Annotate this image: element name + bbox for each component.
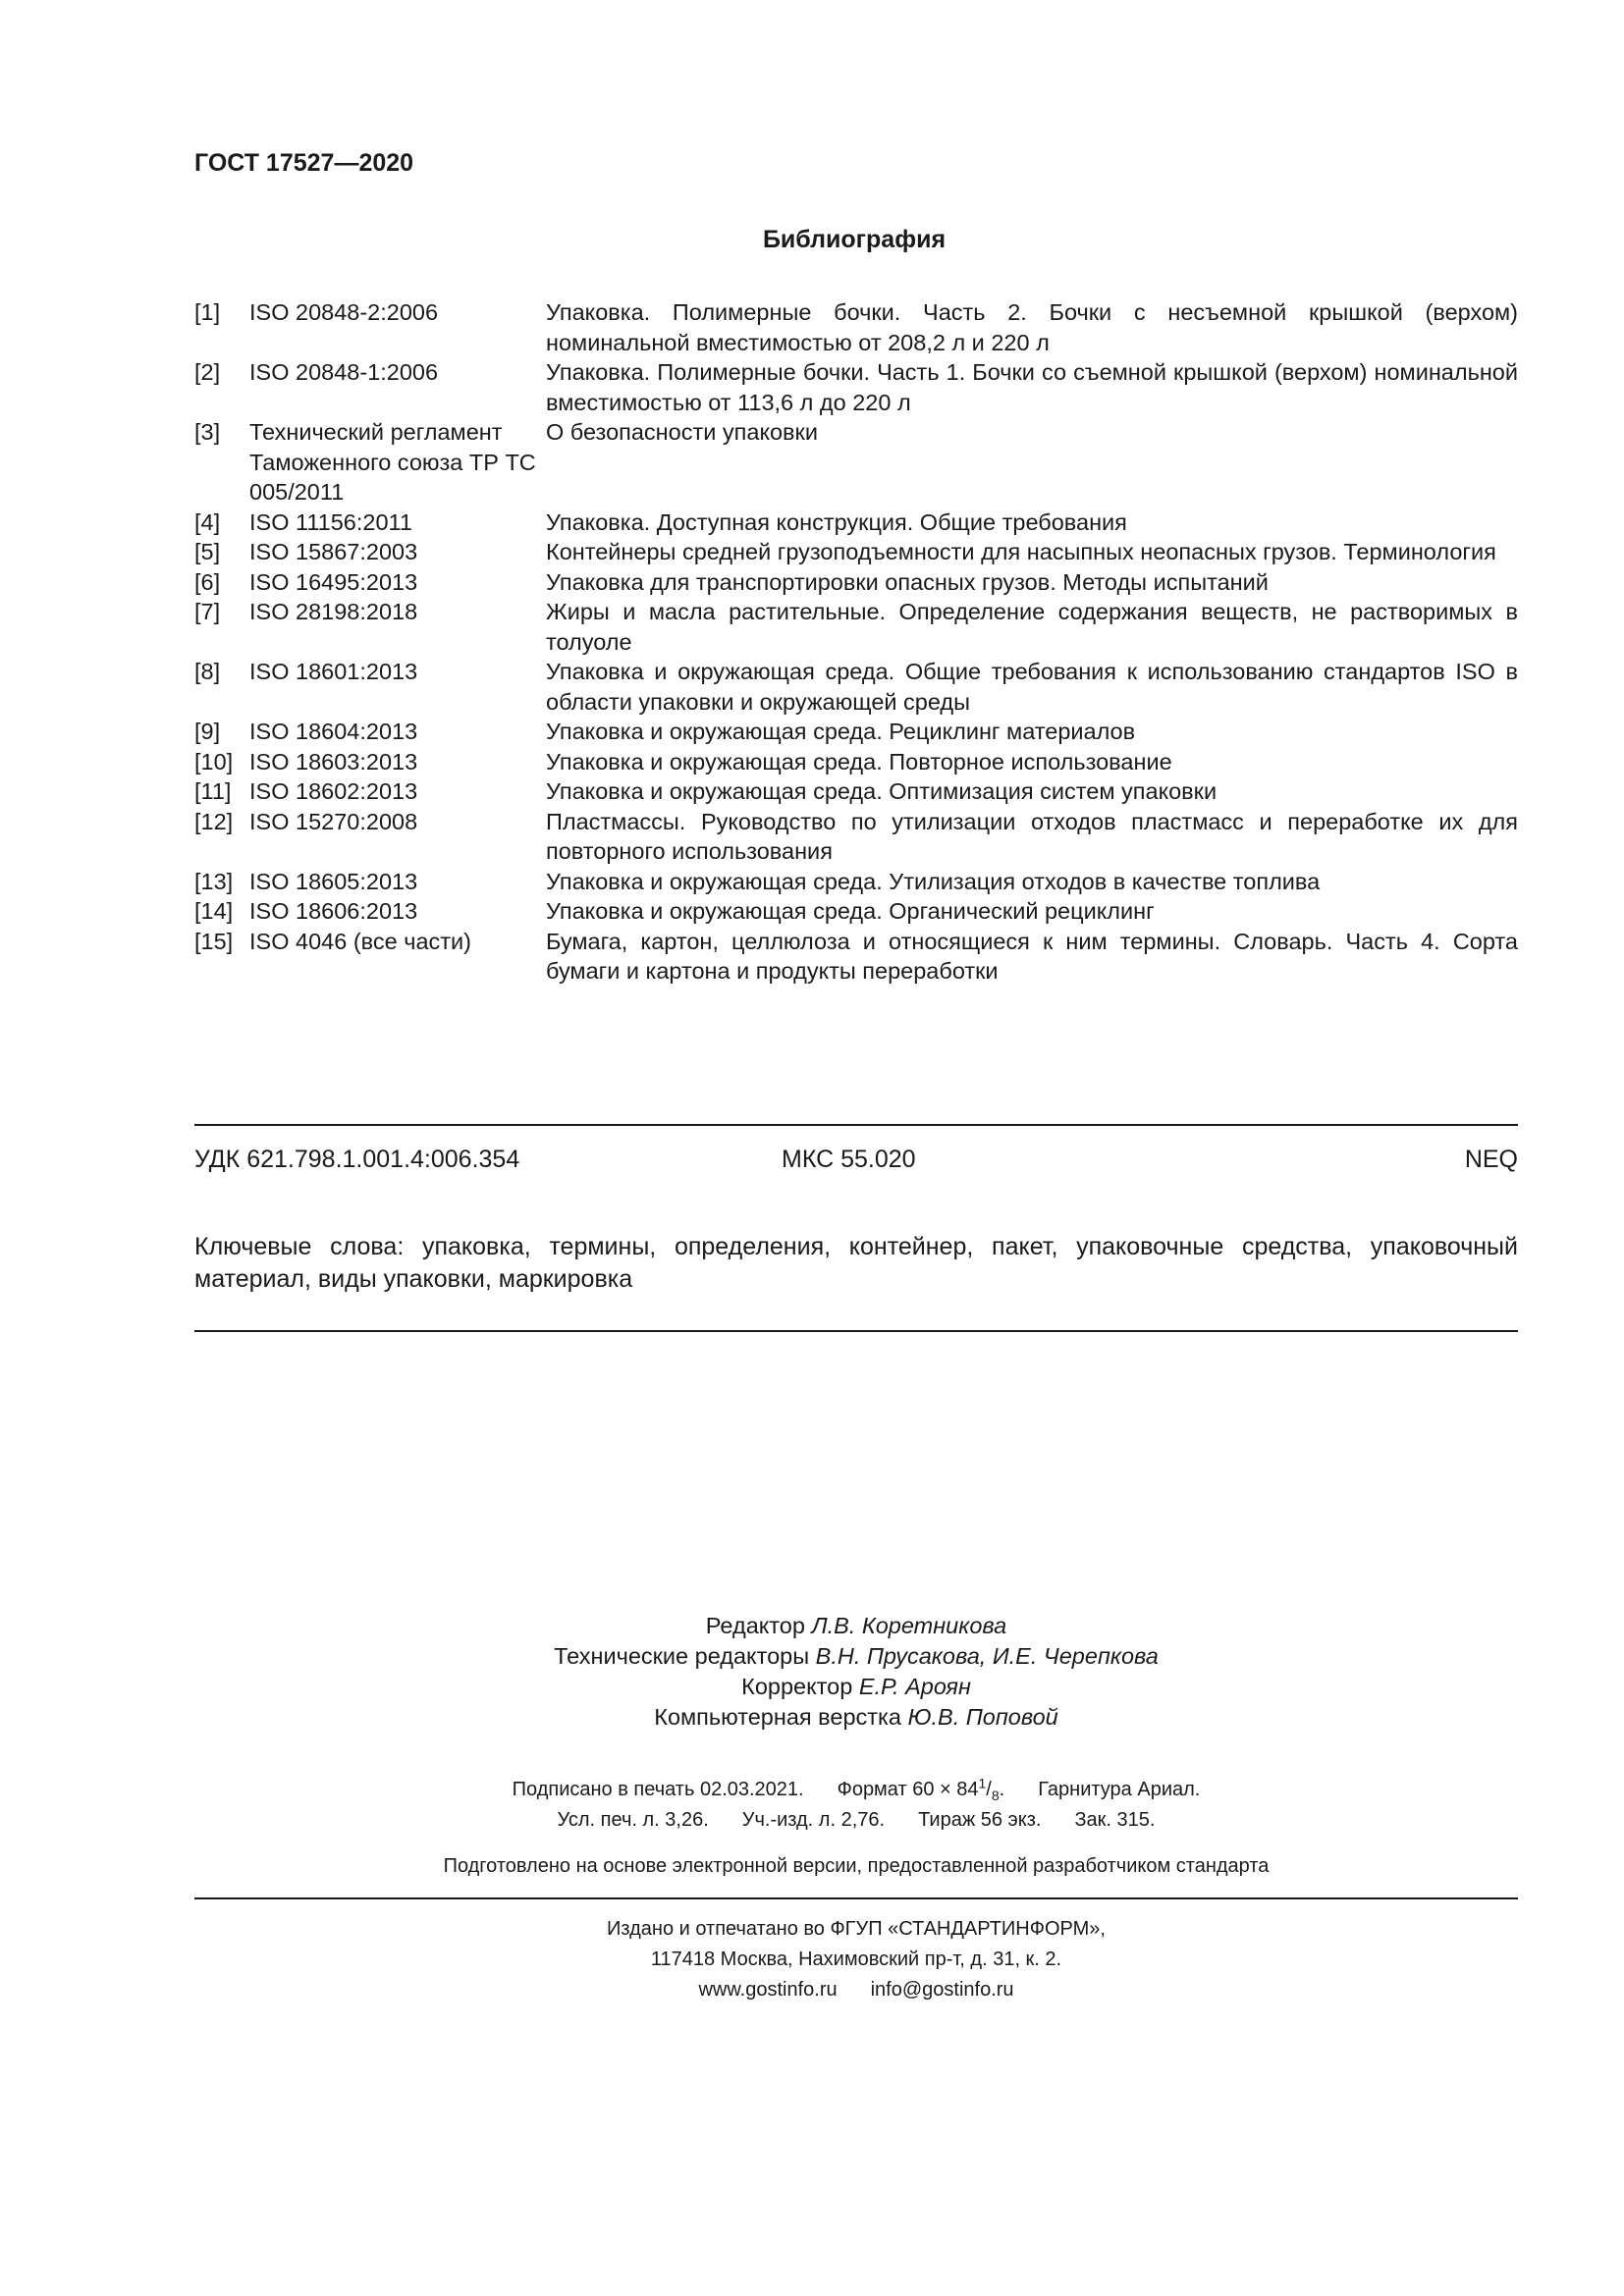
bibliography-entry [194,357,1518,417]
bibliography-list [194,297,1518,987]
entry-title: Упаковка. Полимерные бочки. Часть 2. Бочки с несъемной крышкой (верхом) номинальной вместимостью от 208,2 л и 220 л [546,299,1518,355]
entry-code: ISO 18605:2013 [249,868,418,894]
entry-title: Упаковка и окружающая среда. Повторное использование [546,748,1172,774]
entry-code: ISO 15270:2008 [249,808,418,834]
corrector-line: Корректор Е.Р. Ароян [741,1674,971,1699]
print-line-1 [194,1775,1518,1805]
entry-number: [13] [194,868,234,894]
keywords: Ключевые слова: упаковка, термины, определения, контейнер, пакет, упаковочные средства, упаковочный материал, виды упаковки, маркировка [194,1233,1518,1293]
entry-number: [7] [194,599,221,624]
entry-title: Упаковка и окружающая среда. Утилизация отходов в качестве топлива [546,868,1321,894]
print-info [194,1775,1518,1836]
entry-number: [6] [194,568,221,595]
entry-number: [5] [194,539,221,564]
mks-code: МКС 55.020 [782,1146,916,1173]
entry-code: ISO 18601:2013 [249,659,418,684]
entry-code: ISO 28198:2018 [249,599,418,624]
order-number: Зак. 315. [1074,1809,1156,1831]
bibliography-entry [194,417,1518,507]
layout-name: Ю.В. Поповой [907,1704,1058,1730]
bibliography-entry [194,807,1518,867]
entry-title: Упаковка и окружающая среда. Рециклинг материалов [546,719,1136,744]
signed-date: Подписано в печать 02.03.2021. [512,1779,804,1800]
keywords-divider [194,1330,1518,1332]
entry-code: ISO 18604:2013 [249,719,418,744]
entry-code: ISO 4046 (все части) [249,928,471,954]
entry-number: [4] [194,508,221,535]
editor-name: Л.В. Коретникова [811,1613,1007,1638]
entry-code: ISO 20848-2:2006 [249,299,439,325]
entry-title: Упаковка. Доступная конструкция. Общие требования [546,508,1127,535]
neq-label: NEQ [1464,1146,1518,1173]
publisher-block [194,1914,1518,2005]
edit-sheets: Уч.-изд. л. 2,76. [741,1809,886,1831]
entry-title: Бумага, картон, целлюлоза и относящиеся к ним термины. Словарь. Часть 4. Сорта бумаги и картона и продукты переработки [546,928,1518,984]
entry-code: ISO 16495:2013 [249,568,418,595]
bibliography-entry [194,717,1518,747]
credits-block [194,1611,1518,1733]
entry-title: Упаковка. Полимерные бочки. Часть 1. Бочки со съемной крышкой (верхом) номинальной вместимостью от 113,6 л до 220 л [546,359,1518,415]
entry-title: Жиры и масла растительные. Определение содержания веществ, не растворимых в толуоле [546,599,1518,655]
publisher-address: 117418 Москва, Нахимовский пр-т, д. 31, к. 2. [650,1949,1062,1970]
entry-number: [11] [194,778,232,804]
entry-code: ISO 11156:2011 [249,508,412,535]
bibliography-entry [194,537,1518,567]
bibliography-entry [194,776,1518,807]
entry-number: [9] [194,719,221,744]
entry-title: Упаковка для транспортировки опасных грузов. Методы испытаний [546,568,1269,595]
document-header: ГОСТ 17527—2020 [194,149,414,177]
publisher-line-1: Издано и отпечатано во ФГУП «СТАНДАРТИНФОРМ», [607,1918,1106,1940]
tech-editors-line: Технические редакторы В.Н. Прусакова, И.Е. Черепкова [554,1643,1159,1669]
entry-title: Пластмассы. Руководство по утилизации отходов пластмасс и переработке их для повторного использования [546,808,1518,864]
bibliography-entry [194,507,1518,538]
editor-line: Редактор Л.В. Коретникова [705,1613,1007,1638]
entry-code: ISO 15867:2003 [249,539,418,564]
entry-title: Упаковка и окружающая среда. Органический рециклинг [546,898,1155,924]
entry-code: ISO 18606:2013 [249,898,418,924]
top-divider [194,1124,1518,1126]
print-run: Тираж 56 экз. [918,1809,1042,1831]
prepared-note: Подготовлено на основе электронной версии, предоставленной разработчиком стандарта [443,1855,1270,1877]
paper-format: Формат $60 \times 84^1/_8$. [837,1775,1005,1803]
entry-title: Упаковка и окружающая среда. Общие требования к использованию стандартов ISO в области упаковки и окружающей среды [546,659,1518,715]
bibliography-entry [194,567,1518,598]
bottom-divider [194,1897,1518,1899]
bibliography-entry [194,747,1518,777]
entry-number: [3] [194,419,221,445]
entry-title: О безопасности упаковки [546,419,818,445]
bibliography-entry [194,867,1518,897]
publisher-contacts [194,1975,1518,2005]
tech-editor-names: В.Н. Прусакова, И.Е. Черепкова [815,1643,1159,1669]
entry-number: [2] [194,359,221,385]
layout-line: Компьютерная верстка Ю.В. Поповой [654,1704,1058,1730]
entry-number: [10] [194,748,234,774]
print-line-2 [194,1805,1518,1836]
entry-number: [8] [194,659,221,684]
bibliography-entry [194,297,1518,357]
bibliography-entry [194,896,1518,927]
bibliography-entry [194,927,1518,987]
entry-number: [14] [194,898,234,924]
entry-code: ISO 18603:2013 [249,748,418,774]
corrector-name: Е.Р. Ароян [858,1674,971,1699]
bibliography-entry [194,657,1518,717]
website-link[interactable]: www.gostinfo.ru [698,1979,838,2001]
entry-title: Контейнеры средней грузоподъемности для насыпных неопасных грузов. Терминология [546,539,1496,564]
print-sheets: Усл. печ. л. 3,26. [557,1809,709,1831]
entry-number: [15] [194,928,234,954]
udc-code: УДК 621.798.1.001.4:006.354 [194,1146,520,1173]
entry-code: ISO 18602:2013 [249,778,418,804]
entry-code: Технический регламент Таможенного союза ТР ТС 005/2011 [249,419,536,505]
entry-number: [12] [194,808,234,834]
typeface: Гарнитура Ариал. [1038,1779,1201,1800]
bibliography-title: Библиография [762,226,947,253]
entry-number: [1] [194,299,221,325]
entry-code: ISO 20848-1:2006 [249,359,439,385]
bibliography-entry [194,597,1518,657]
entry-title: Упаковка и окружающая среда. Оптимизация систем упаковки [546,778,1218,804]
email-link[interactable]: info@gostinfo.ru [870,1979,1014,2001]
